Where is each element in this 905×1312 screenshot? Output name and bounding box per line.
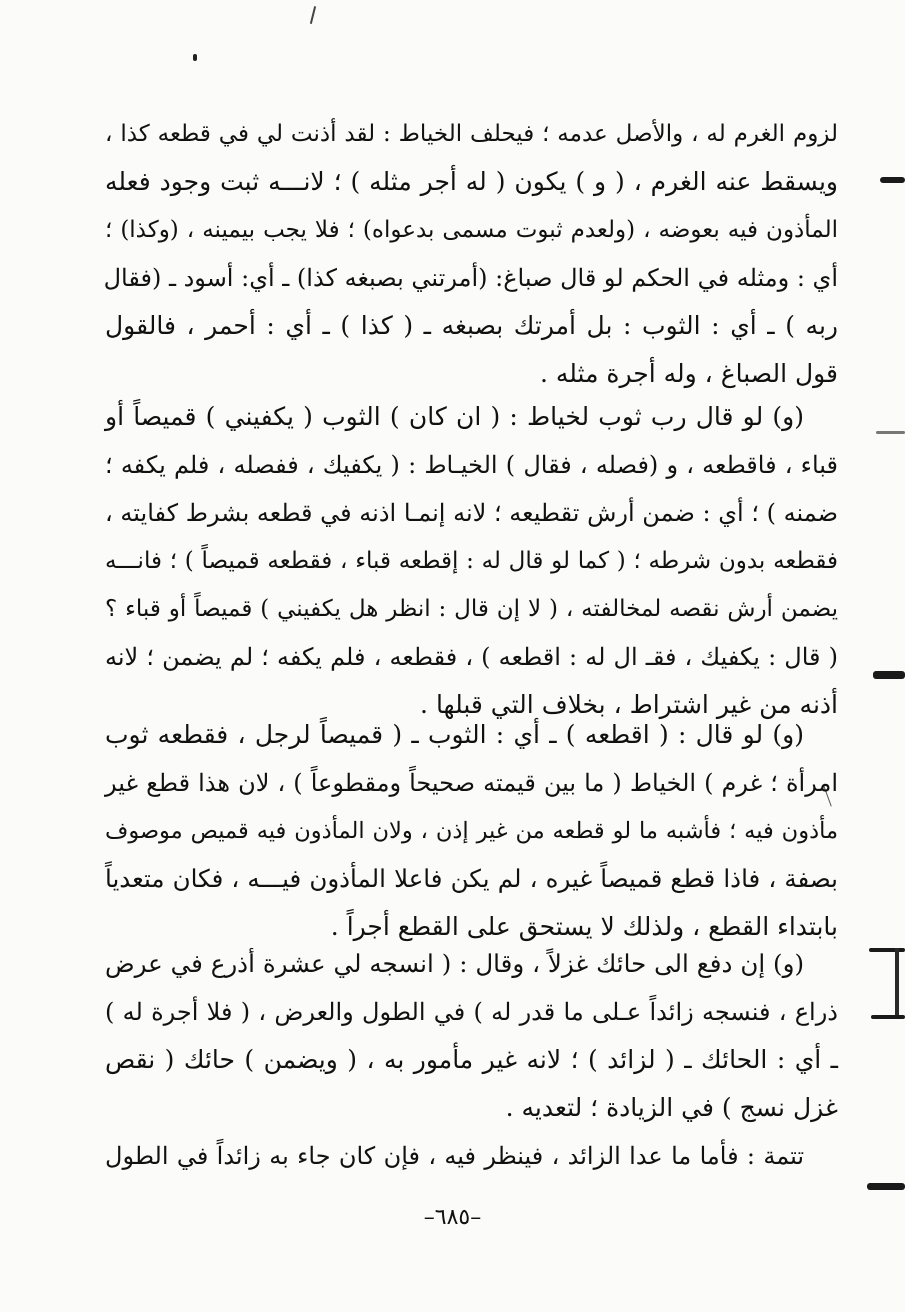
text-line: بصفة ، فاذا قطع قميصاً غيره ، لم يكن فاعلا المأذون فيـــه ، فكان متعدياً: [105, 864, 838, 893]
text-line: ـ أي : الحائك ـ ( لزائد ) ؛ لانه غير مأمور به ، ( ويضمن ) حائك ( نقص: [105, 1045, 838, 1074]
text-line: (و) إن دفع الى حائك غزلاً ، وقال : ( انسجه لي عشرة أذرع في عرض: [105, 949, 804, 978]
margin-mark: [880, 177, 905, 183]
text-line: مأذون فيه ؛ فأشبه ما لو قطعه من غير إذن ، ولان المأذون فيه قميص موصوف: [105, 818, 838, 844]
paragraph-3: [105, 711, 838, 951]
text-line: (و) لو قال : ( اقطعه ) ـ أي : الثوب ـ ( قميصاً لرجل ، فقطعه ثوب: [105, 720, 804, 749]
scan-dot-mark: [193, 54, 197, 61]
text-line: تتمة : فأما ما عدا الزائد ، فينظر فيه ، فإن كان جاء به زائداً في الطول: [105, 1142, 804, 1170]
text-line: (و) لو قال رب ثوب لخياط : ( ان كان ) الثوب ( يكفيني ) قميصاً أو: [105, 402, 804, 431]
text-line: بابتداء القطع ، ولذلك لا يستحق على القطع أجراً .: [330, 912, 838, 941]
text-line: ويسقط عنه الغرم ، ( و ) يكون ( له أجر مثله ) ؛ لانـــه ثبت وجود فعله: [105, 167, 838, 196]
text-line: امرأة ؛ غرم ) الخياط ( ما بين قيمته صحيحاً ومقطوعاً ) ، لان هذا قطع غير: [105, 769, 838, 797]
text-line: ذراع ، فنسجه زائداً عـلى ما قدر له ) في الطول والعرض ، ( فلا أجرة له ): [105, 998, 838, 1026]
margin-mark: [869, 948, 905, 952]
margin-mark: [873, 671, 905, 679]
text-line: يضمن أرش نقصه لمخالفته ، ( لا إن قال : انظر هل يكفيني ) قميصاً أو قباء ؟: [105, 596, 838, 622]
scan-tick-mark: [310, 6, 316, 24]
paragraph-1: [105, 110, 838, 398]
text-line: ربه ) ـ أي : الثوب : بل أمرتك بصبغه ـ ( كذا ) ـ أي : أحمر ، فالقول: [105, 311, 838, 340]
text-line: المأذون فيه بعوضه ، (ولعدم ثبوت مسمى بدعواه) ؛ فلا يجب بيمينه ، (وكذا) ؛: [105, 217, 838, 243]
text-line: غزل نسج ) في الزيادة ؛ لتعديه .: [505, 1093, 838, 1122]
paragraph-5: [105, 1132, 838, 1180]
text-line: لزوم الغرم له ، والأصل عدمه ؛ فيحلف الخياط : لقد أذنت لي في قطعه كذا ،: [105, 121, 838, 147]
paragraph-4: [105, 940, 838, 1132]
margin-mark: [867, 1183, 905, 1190]
text-line: ضمنه ) ؛ أي : ضمن أرش تقطيعه ؛ لانه إنمـا اذنه في قطعه بشرط كفايته ،: [105, 499, 838, 527]
margin-mark: [876, 431, 905, 434]
text-line: فقطعه بدون شرطه ؛ ( كما لو قال له : إقطعه قباء ، فقطعه قميصاً ) ؛ فانـــه: [105, 548, 838, 574]
text-line: أذنه من غير اشتراط ، بخلاف التي قبلها .: [420, 690, 838, 719]
text-line: ( قال : يكفيك ، فقـ ال له : اقطعه ) ، فقطعه ، فلم يكفه ؛ لم يضمن ؛ لانه: [105, 643, 838, 671]
margin-mark: [895, 948, 899, 1018]
paragraph-2: [105, 393, 838, 729]
margin-mark: [871, 1015, 905, 1019]
text-line: قباء ، فاقطعه ، و (فصله ، فقال ) الخيـاط : ( يكفيك ، ففصله ، فلم يكفه ؛: [105, 451, 838, 479]
text-line: أي : ومثله في الحكم لو قال صباغ: (أمرتني بصبغه كذا) ـ أي: أسود ـ (فقال: [103, 264, 838, 292]
page-number: –٦٨٥–: [423, 1205, 482, 1230]
text-line: قول الصباغ ، وله أجرة مثله .: [539, 359, 838, 388]
